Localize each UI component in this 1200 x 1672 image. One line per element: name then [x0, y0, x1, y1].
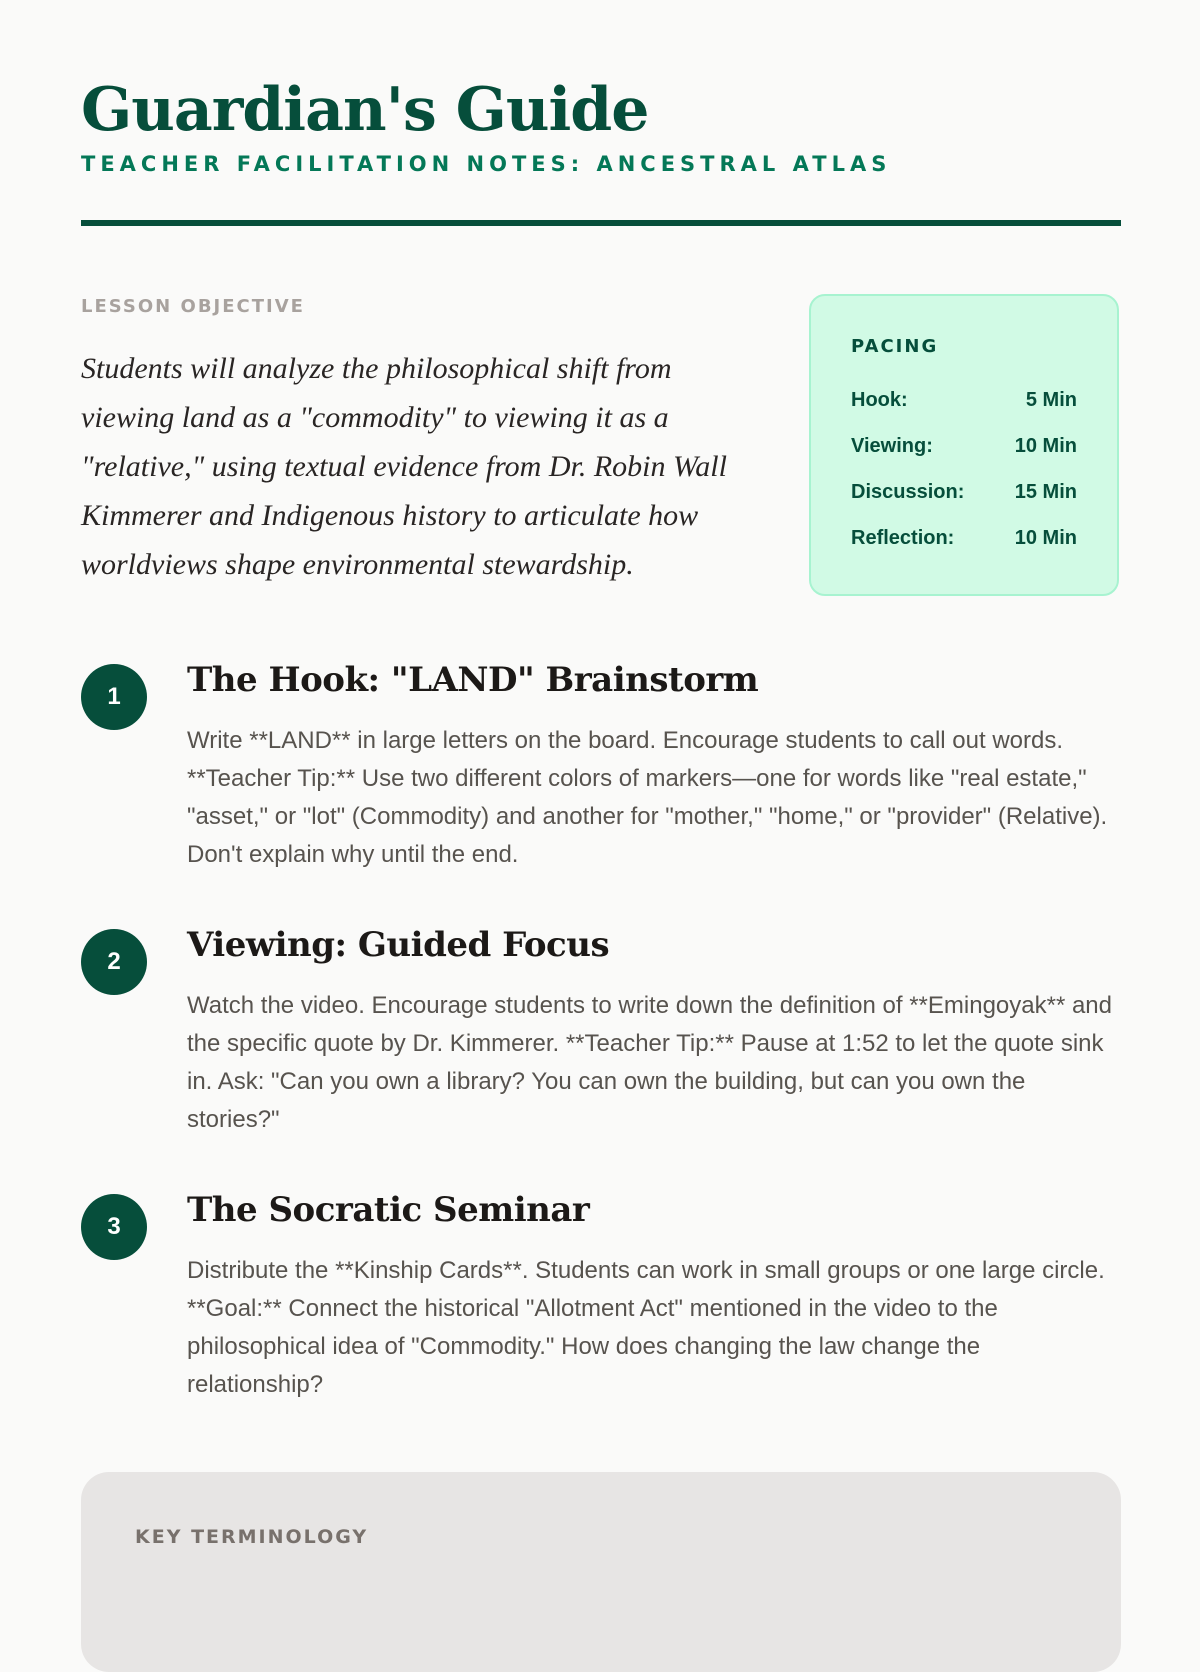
step-title: The Hook: "LAND" Brainstorm: [187, 660, 759, 700]
pacing-row-discussion: [851, 469, 1077, 515]
pacing-value: 15 Min: [1014, 480, 1077, 503]
pacing-label: Discussion:: [851, 480, 965, 503]
key-terminology-panel: [81, 1472, 1121, 1672]
pacing-card: [809, 294, 1119, 596]
pacing-label: Hook:: [851, 388, 908, 411]
pacing-value: 5 Min: [1025, 388, 1077, 411]
page-subtitle: TEACHER FACILITATION NOTES: ANCESTRAL ATLAS: [81, 152, 892, 176]
pacing-title: PACING: [851, 336, 939, 357]
step-number-badge: 2: [81, 929, 147, 995]
terminology-label: KEY TERMINOLOGY: [135, 1526, 369, 1548]
step-body: Distribute the **Kinship Cards**. Students can work in small groups or one large circle. **Goal:** Connect the historical "Allotment Act" mentioned in the video to the philosophical idea of "Commodity." How does changing the law change the relationship?: [187, 1257, 1105, 1398]
pacing-value: 10 Min: [1014, 434, 1077, 457]
step-body: Write **LAND** in large letters on the board. Encourage students to call out words. **Teacher Tip:** Use two different colors of markers—one for words like "real estate," "asset," or "lot" (Commodity) and another for "mother," "home," or "provider" (Relative). Don't explain why until the end.: [187, 727, 1108, 868]
page-title: Guardian's Guide: [81, 75, 649, 145]
pacing-row-hook: [851, 377, 1077, 423]
step-number-badge: 3: [81, 1194, 147, 1260]
pacing-row-reflection: [851, 515, 1077, 561]
step-body: Watch the video. Encourage students to write down the definition of **Emingoyak** and the specific quote by Dr. Kimmerer. **Teacher Tip:** Pause at 1:52 to let the quote sink in. Ask: "Can you own a library? You can own the building, but can you own the stories?": [187, 992, 1112, 1133]
objective-label: LESSON OBJECTIVE: [81, 296, 305, 317]
step-number-badge: 1: [81, 664, 147, 730]
header-divider: [81, 220, 1121, 226]
pacing-label: Reflection:: [851, 526, 955, 549]
objective-text: Students will analyze the philosophical shift from viewing land as a "commodity" to viewing it as a "relative," using textual evidence from Dr. Robin Wall Kimmerer and Indigenous history to articulate how worldviews shape environmental stewardship.: [81, 352, 727, 581]
step-title: The Socratic Seminar: [187, 1190, 590, 1230]
pacing-label: Viewing:: [851, 434, 933, 457]
pacing-value: 10 Min: [1014, 526, 1077, 549]
pacing-row-viewing: [851, 423, 1077, 469]
step-title: Viewing: Guided Focus: [187, 925, 610, 965]
